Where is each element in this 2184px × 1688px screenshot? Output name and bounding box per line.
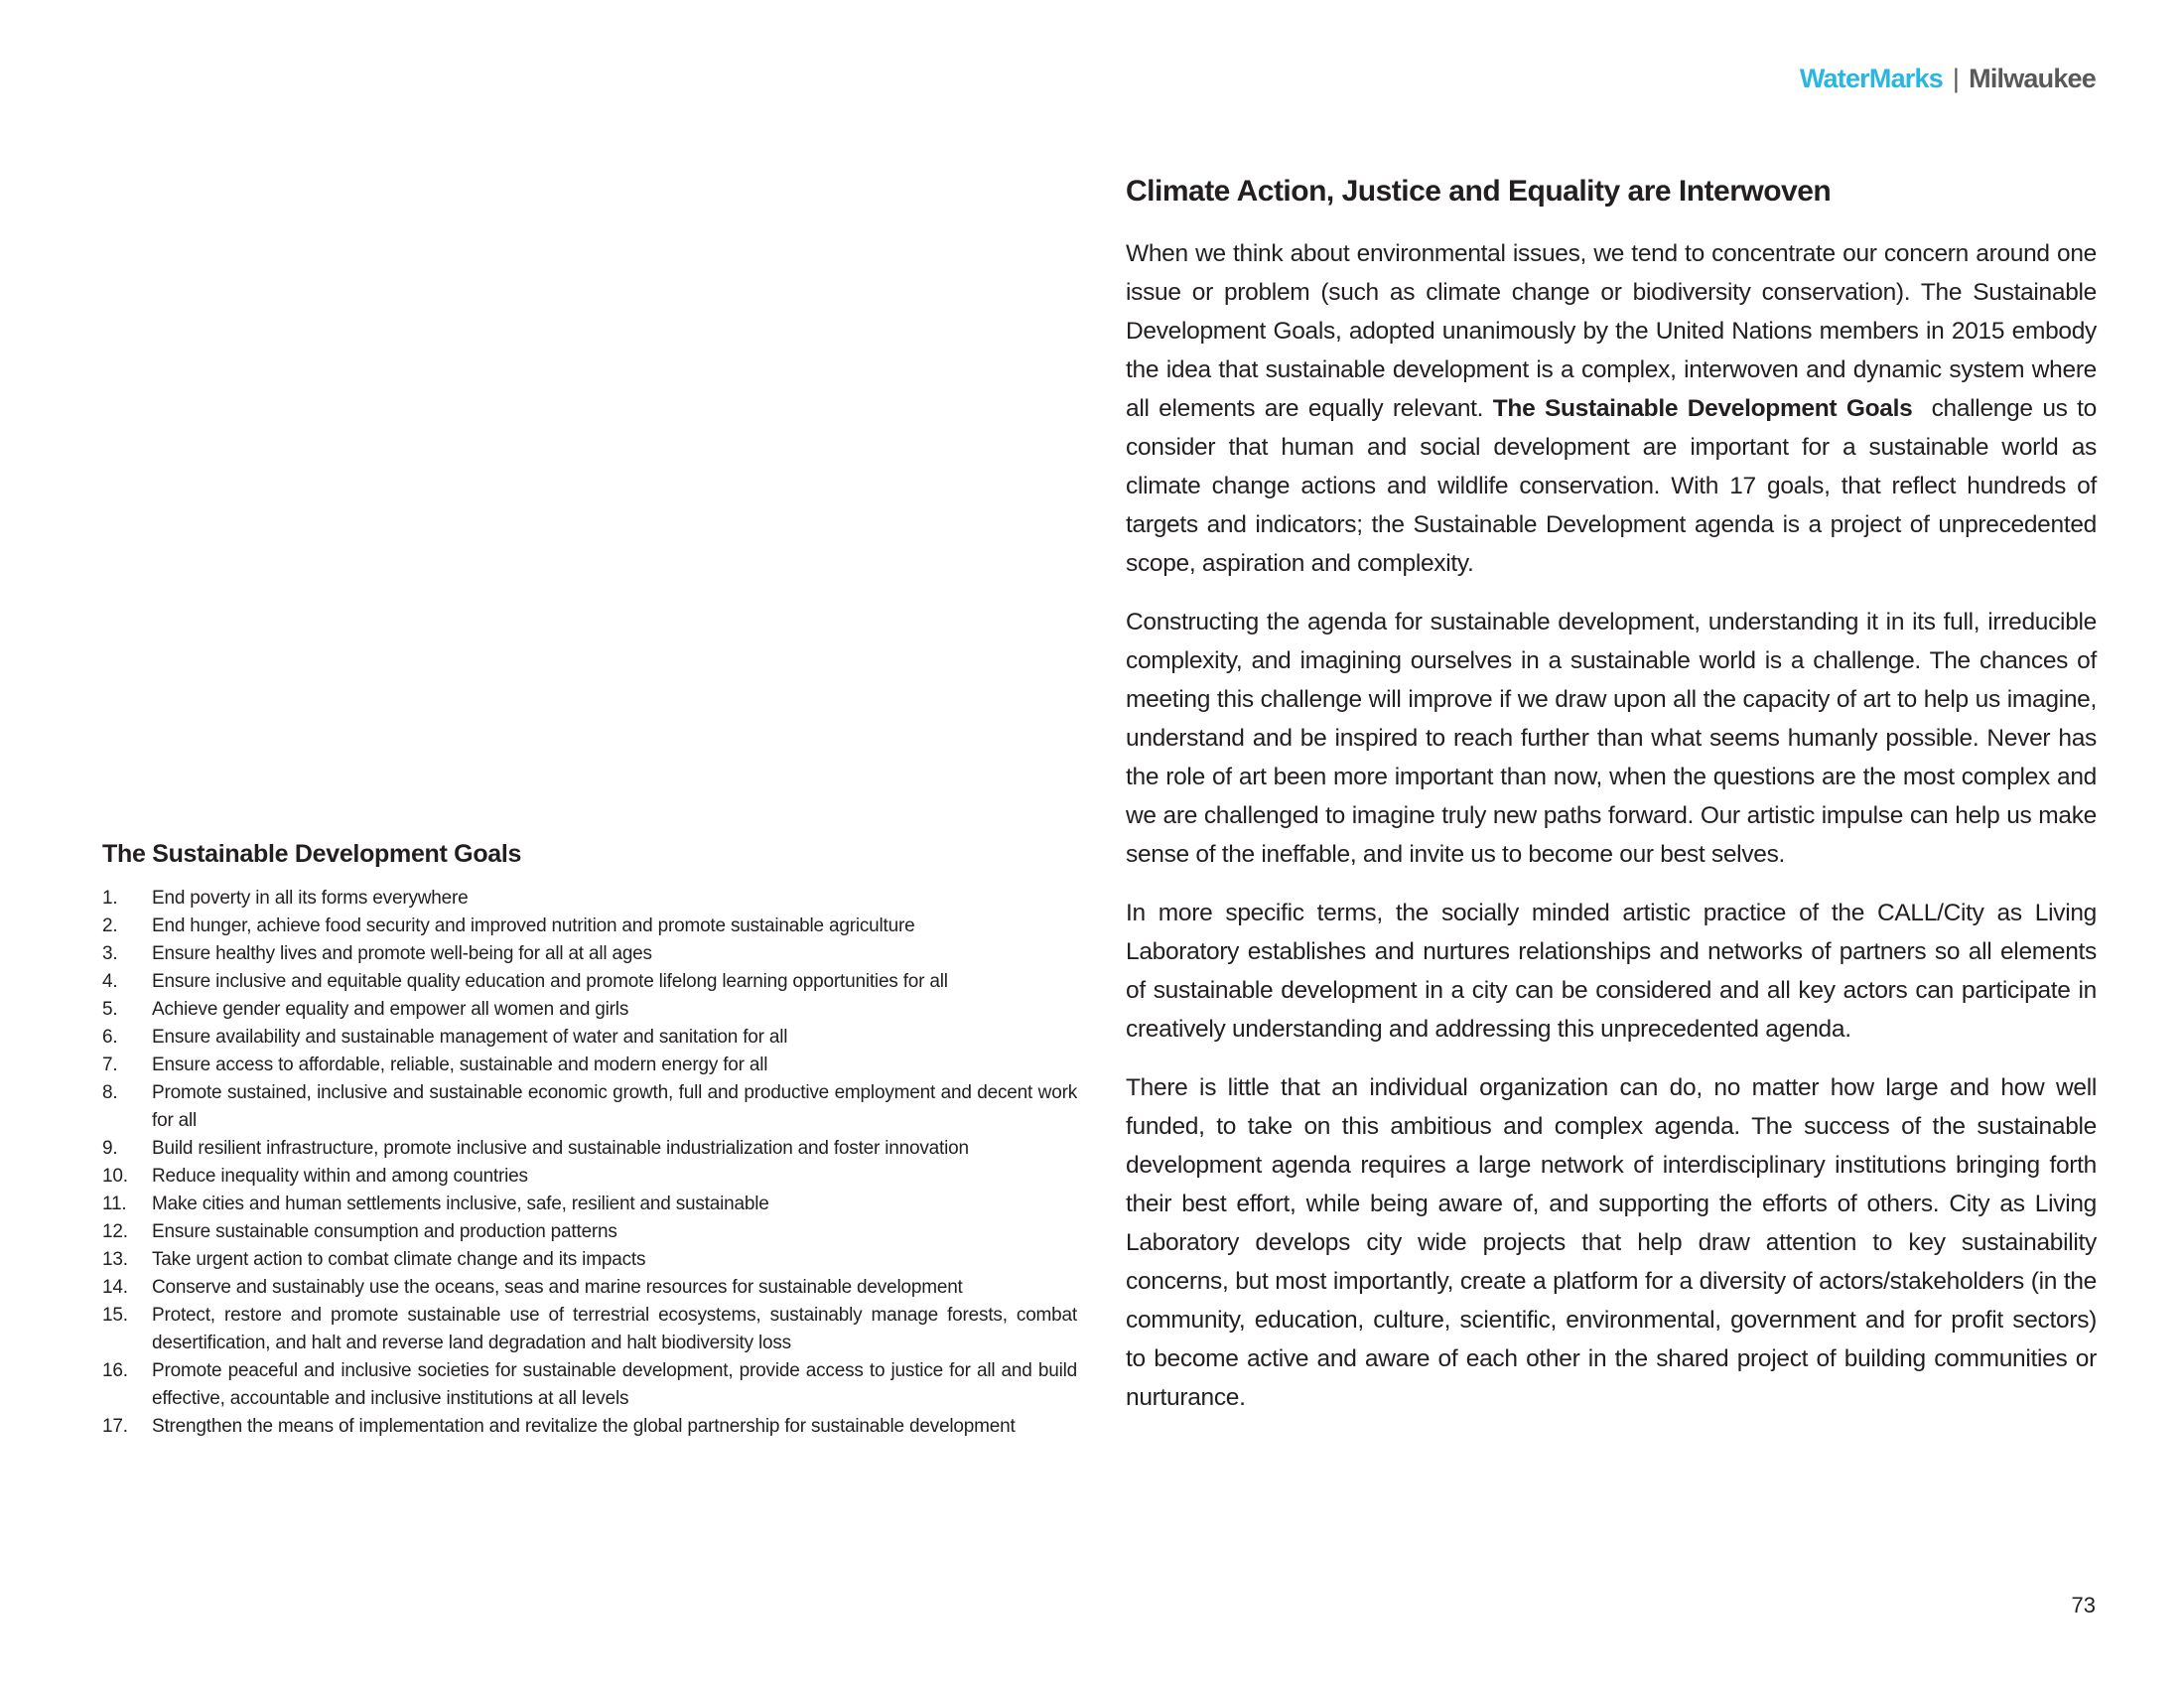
paragraph-1-end: challenge us to consider that human and social development are important for a sustainable world as climate change actions and wildlife conservation. With 17 goals, that reflect hundreds of targets and indicators; the Sustainable Development agenda is a project of unprecedented scope, aspiration and complexity. — [1126, 395, 2097, 577]
page-number: 73 — [2071, 1593, 2096, 1618]
list-item — [102, 1079, 1077, 1135]
list-item — [102, 968, 1077, 996]
list-item — [102, 1413, 1077, 1441]
goal-text: End poverty in all its forms everywhere — [152, 888, 469, 909]
brand-name: WaterMarks — [1799, 64, 1943, 93]
main-article — [1126, 175, 2097, 1437]
goal-number: 11. — [102, 1194, 127, 1214]
goal-text: Take urgent action to combat climate change and its impacts — [152, 1249, 646, 1270]
goal-number: 15. — [102, 1305, 128, 1326]
goal-text: Promote sustained, inclusive and sustainable economic growth, full and productive employment and decent work for all — [152, 1082, 1077, 1131]
list-item — [102, 1052, 1077, 1079]
goal-text: Promote peaceful and inclusive societies for sustainable development, provide access to justice for all and build effective, accountable and inclusive institutions at all levels — [152, 1360, 1077, 1409]
list-item — [102, 1218, 1077, 1246]
goal-text: Ensure availability and sustainable management of water and sanitation for all — [152, 1027, 788, 1048]
sidebar-title: The Sustainable Development Goals — [102, 840, 522, 868]
article-title: Climate Action, Justice and Equality are Interwoven — [1126, 175, 1832, 208]
paragraph-1-start: When we think about environmental issues, we tend to concentrate our concern around one issue or problem (such as climate change or biodiversity conservation). The Sustainable Development Goals, adopted unanimously by the United Nations members in 2015 embody the idea that sustainable development is a complex, interwoven and dynamic system where all elements are equally relevant. — [1126, 240, 2097, 422]
goal-number: 13. — [102, 1249, 128, 1270]
header-separator: | — [1952, 64, 1960, 93]
list-item — [102, 1135, 1077, 1163]
sdg-sidebar — [102, 840, 1077, 1441]
goal-text: Make cities and human settlements inclusive, safe, resilient and sustainable — [152, 1194, 769, 1214]
goal-text: Achieve gender equality and empower all women and girls — [152, 999, 629, 1020]
sdg-emphasis: The Sustainable Development Goals — [1492, 395, 1913, 422]
goal-text: Conserve and sustainably use the oceans, seas and marine resources for sustainable development — [152, 1277, 963, 1298]
list-item — [102, 1024, 1077, 1052]
goal-number: 7. — [102, 1055, 118, 1075]
city-name: Milwaukee — [1969, 64, 2096, 93]
list-item — [102, 913, 1077, 940]
list-item — [102, 1191, 1077, 1218]
goal-number: 17. — [102, 1416, 128, 1437]
goal-text: Strengthen the means of implementation and revitalize the global partnership for sustainable development — [152, 1416, 1016, 1437]
goal-number: 5. — [102, 999, 118, 1020]
goal-text: Protect, restore and promote sustainable use of terrestrial ecosystems, sustainably manage forests, combat desertification, and halt and reverse land degradation and halt biodiversity loss — [152, 1305, 1077, 1353]
running-header — [1800, 64, 2096, 94]
paragraph-4: There is little that an individual organization can do, no matter how large and how well funded, to take on this ambitious and complex agenda. The success of the sustainable development agenda requires a large network of interdisciplinary institutions bringing forth their best effort, while being aware of, and supporting the efforts of others. City as Living Laboratory develops city wide projects that help draw attention to key sustainability concerns, but most importantly, create a platform for a diversity of actors/stakeholders (in the community, education, culture, scientific, environmental, government and for profit sectors) to become active and aware of each other in the shared project of building communities or nurturance. — [1126, 1074, 2097, 1411]
paragraph-1 — [1126, 234, 2097, 583]
list-item — [102, 885, 1077, 913]
goal-text: End hunger, achieve food security and improved nutrition and promote sustainable agriculture — [152, 915, 915, 936]
sdg-list — [102, 885, 1077, 1441]
list-item — [102, 1357, 1077, 1413]
list-item — [102, 996, 1077, 1024]
goal-number: 2. — [102, 915, 118, 936]
goal-number: 14. — [102, 1277, 128, 1298]
list-item — [102, 1274, 1077, 1302]
paragraph-3: In more specific terms, the socially minded artistic practice of the CALL/City as Living Laboratory establishes and nurtures relationships and networks of partners so all elements of sustainable development in a city can be considered and all key actors can participate in creatively understanding and addressing this unprecedented agenda. — [1126, 900, 2097, 1043]
goal-number: 9. — [102, 1138, 118, 1159]
goal-number: 6. — [102, 1027, 118, 1048]
goal-text: Ensure access to affordable, reliable, sustainable and modern energy for all — [152, 1055, 768, 1075]
list-item — [102, 1302, 1077, 1357]
goal-number: 4. — [102, 971, 118, 992]
goal-text: Ensure sustainable consumption and production patterns — [152, 1221, 617, 1242]
list-item — [102, 940, 1077, 968]
goal-text: Build resilient infrastructure, promote inclusive and sustainable industrialization and foster innovation — [152, 1138, 969, 1159]
goal-number: 8. — [102, 1082, 118, 1103]
list-item — [102, 1246, 1077, 1274]
goal-text: Ensure healthy lives and promote well-being for all at all ages — [152, 943, 652, 964]
goal-text: Reduce inequality within and among countries — [152, 1166, 528, 1187]
list-item — [102, 1163, 1077, 1191]
goal-number: 16. — [102, 1360, 128, 1381]
paragraph-2: Constructing the agenda for sustainable development, understanding it in its full, irreducible complexity, and imagining ourselves in a sustainable world is a challenge. The chances of meeting this challenge will improve if we draw upon all the capacity of art to help us imagine, understand and be inspired to reach further than what seems humanly possible. Never has the role of art been more important than now, when the questions are the most complex and we are challenged to imagine truly new paths forward. Our artistic impulse can help us make sense of the ineffable, and invite us to become our best selves. — [1126, 609, 2097, 868]
goal-number: 1. — [102, 888, 118, 909]
goal-number: 12. — [102, 1221, 128, 1242]
goal-number: 3. — [102, 943, 118, 964]
goal-number: 10. — [102, 1166, 128, 1187]
goal-text: Ensure inclusive and equitable quality education and promote lifelong learning opportunities for all — [152, 971, 948, 992]
